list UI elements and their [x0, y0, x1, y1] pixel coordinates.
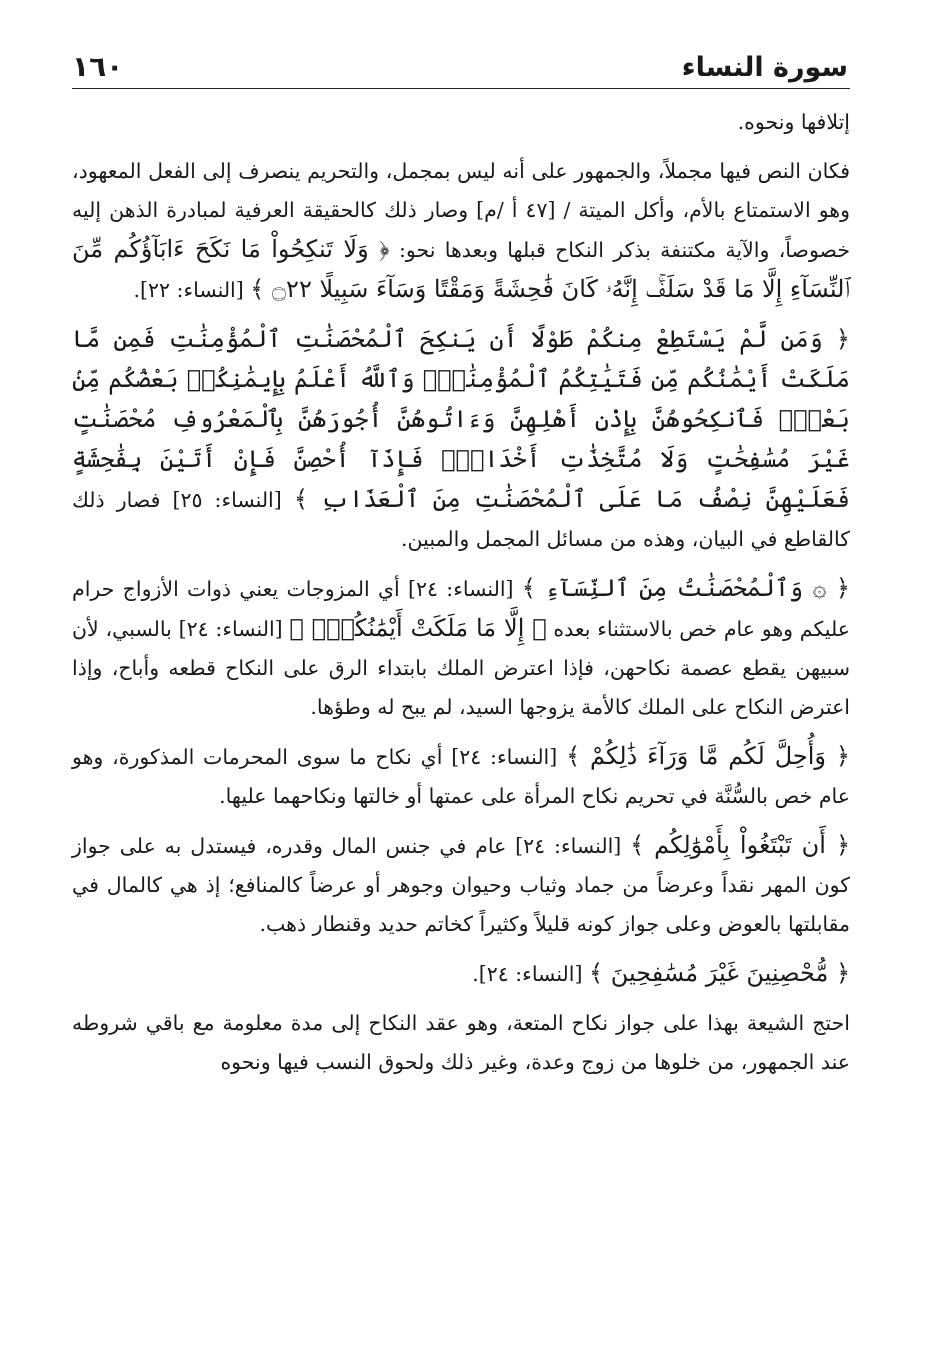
quran-verse: ﴿ وَأُحِلَّ لَكُم مَّا وَرَآءَ ذَٰلِكُمْ ﴾: [566, 742, 850, 770]
body-text: فكان النص فيها مجملاً، والجمهور على أنه ليس بمجمل، والتحريم ينصرف إلى الفعل المعهود، وهو الاستمتاع بالأم، وأكل الميتة / [٤٧ أ /م] وصار ذلك كالحقيقة العرفية لمبادرة الذهن إليه خصوصاً، والآية مكتنفة بذكر النكاح قبلها وبعدها نحو:: [72, 159, 851, 262]
body-text: احتج الشيعة بهذا على جواز نكاح المتعة، وهو عقد النكاح إلى مدة معلومة مع باقي شروطه عند الجمهور، من خلوها من زوج وعدة، وغير ذلك ولحوق النسب فيها ونحوه: [72, 1011, 850, 1074]
body-text: [النساء: ٢٢].: [133, 278, 251, 302]
quran-verse: ﴿ وَمَن لَّمْ يَسْتَطِعْ مِنكُمْ طَوْلًا أَن يَنكِحَ ٱلْمُحْصَنَٰتِ ٱلْمُؤْمِنَٰتِ فَمِن مَّا مَلَكَتْ أَيْمَٰنُكُم مِّن فَتَيَٰتِكُمُ ٱلْمُؤْمِنَٰتِۚ وَٱللَّهُ أَعْلَمُ بِإِيمَٰنِكُمۚ بَعْضُكُم مِّنۢ بَعْضٍۚ فَٱنكِحُوهُنَّ بِإِذْنِ أَهْلِهِنَّ وَءَاتُوهُنَّ أُجُورَهُنَّ بِٱلْمَعْرُوفِ مُحْصَنَٰتٍ غَيْرَ مُسَٰفِحَٰتٍ وَلَا مُتَّخِذَٰتِ أَخْدَانٍۚ فَإِذَآ أُحْصِنَّ فَإِنْ أَتَيْنَ بِفَٰحِشَةٍ فَعَلَيْهِنَّ نِصْفُ مَا عَلَى ٱلْمُحْصَنَٰتِ مِنَ ٱلْعَذَابِ ﴾: [72, 325, 850, 513]
paragraph-p8: [72, 1004, 850, 1082]
quran-verse: ﴿ ۞ وَٱلْمُحْصَنَٰتُ مِنَ ٱلنِّسَآءِ ﴾: [521, 574, 850, 602]
body-text: [النساء: ٢٤] أي المزوجات يعني ذوات الأزواج حرام عليكم وهو عام خص بالاستثناء بعده: [72, 577, 850, 641]
body-text: [النساء: ٢٥] فصار ذلك كالقاطع في البيان، وهذه من مسائل المجمل والمبين.: [72, 488, 850, 551]
paragraph-p6: [72, 826, 850, 944]
page-number: ١٦٠: [72, 50, 124, 83]
quran-verse: ﴿ وَلَا تَنكِحُواْ مَا نَكَحَ ءَابَآؤُكُم مِّنَ ٱلنِّسَآءِ إِلَّا مَا قَدْ سَلَفَۚ إِنَّهُۥ كَانَ فَٰحِشَةً وَمَقْتًا وَسَآءَ سَبِيلًا ۝٢٢ ﴾: [72, 235, 850, 303]
body-text: [النساء: ٢٤] أي نكاح ما سوى المحرمات المذكورة، وهو عام خص بالسُّنَّة في تحريم نكاح المرأة على عمتها أو خالتها ونكاحهما عليها.: [72, 745, 850, 808]
paragraph-p3: [72, 320, 850, 559]
page-header: [72, 30, 850, 89]
paragraph-p5: [72, 737, 850, 816]
paragraph-p2: [72, 152, 850, 310]
body-text: [النساء: ٢٤] عام في جنس المال وقدره، فيستدل به على جواز كون المهر نقداً وعرضاً من جماد وثياب وحيوان وجوهر أو عرضاً كالمنافع؛ إذ هي كالمال في مقابلتها بالعوض وعلى جواز كونه قليلاً وكثيراً كخاتم حديد وقنطار ذهب.: [72, 834, 850, 936]
paragraph-p7: [72, 954, 850, 994]
page: [72, 30, 850, 1330]
body-text: [النساء: ٢٤].: [472, 962, 589, 986]
body-text: إتلافها ونحوه.: [737, 110, 850, 134]
quran-verse: ﴿ إِلَّا مَا مَلَكَتْ أَيْمَٰنُكُمْۖ ﴾: [289, 614, 547, 642]
body-text: [النساء: ٢٤] بالسبي، لأن سبيهن يقطع عصمة نكاحهن، فإذا اعترض الملك بابتداء الرق على النكاح قطعه وأباح، وإذا اعترض النكاح على الملك كالأمة يزوجها السيد، لم يبح له وطؤها.: [72, 617, 850, 719]
quran-verse: ﴿ أَن تَبْتَغُواْ بِأَمْوَٰلِكُم ﴾: [630, 831, 851, 859]
quran-verse: ﴿ مُّحْصِنِينَ غَيْرَ مُسَٰفِحِينَ ﴾: [589, 959, 850, 987]
page-body: [72, 103, 850, 1082]
paragraph-p4: [72, 569, 850, 727]
surah-title: سورة النساء: [681, 52, 848, 83]
paragraph-p1: [72, 103, 850, 142]
